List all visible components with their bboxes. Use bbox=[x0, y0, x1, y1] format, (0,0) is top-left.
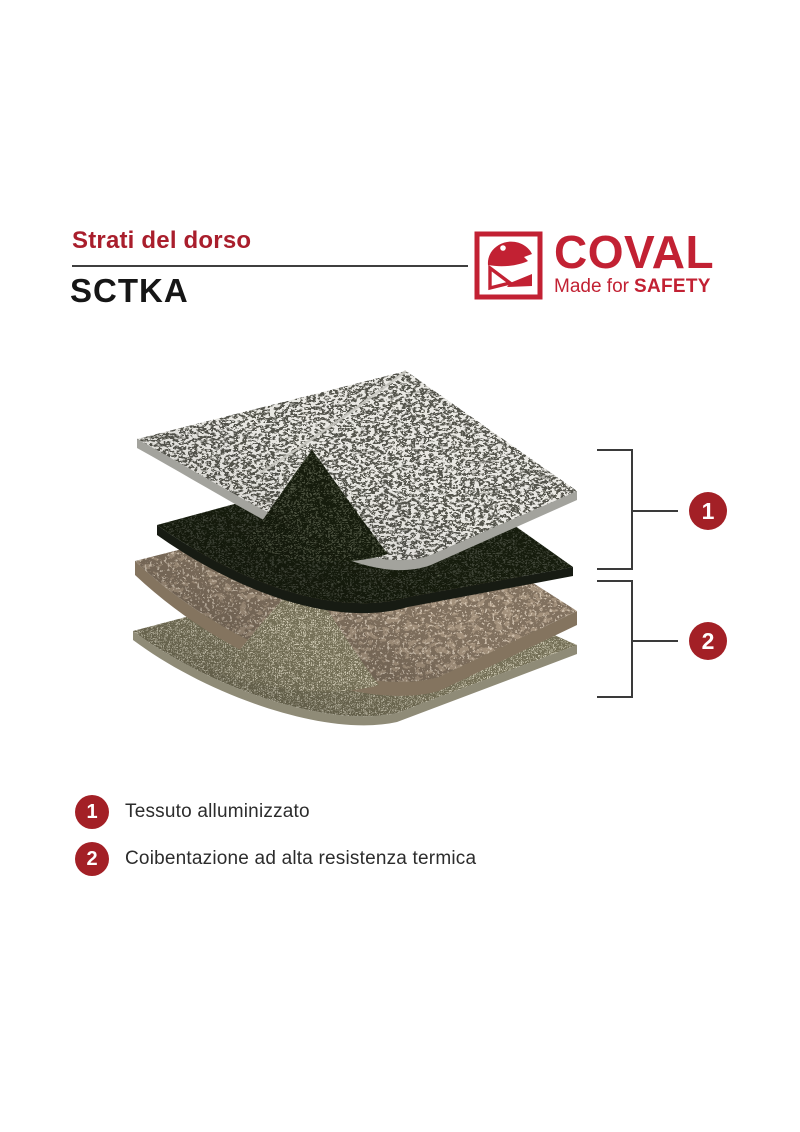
bracket-group-1 bbox=[597, 450, 678, 569]
bracket-group-2 bbox=[597, 581, 678, 697]
chameleon-icon bbox=[474, 231, 543, 305]
legend-label-1: Tessuto alluminizzato bbox=[125, 801, 310, 822]
title-divider bbox=[72, 265, 468, 267]
logo-tagline-prefix: Made for bbox=[554, 276, 629, 298]
legend-item-1 bbox=[75, 795, 476, 829]
legend-item-2 bbox=[75, 842, 476, 876]
callout-badge-1: 1 bbox=[689, 492, 727, 530]
callout-badge-2: 2 bbox=[689, 622, 727, 660]
logo-text bbox=[554, 226, 715, 298]
logo-tagline bbox=[554, 276, 714, 298]
page-title: Strati del dorso bbox=[72, 227, 252, 254]
logo-tagline-emphasis: SAFETY bbox=[633, 276, 711, 298]
logo-brand: COVAL bbox=[554, 226, 715, 278]
product-code: SCTKA bbox=[70, 272, 189, 309]
legend-label-2: Coibentazione ad alta resistenza termica bbox=[125, 848, 477, 869]
legend-badge-2: 2 bbox=[75, 842, 109, 876]
legend bbox=[75, 795, 476, 876]
coval-logo bbox=[474, 226, 715, 305]
layers-illustration bbox=[125, 355, 740, 750]
legend-badge-1: 1 bbox=[75, 795, 109, 829]
